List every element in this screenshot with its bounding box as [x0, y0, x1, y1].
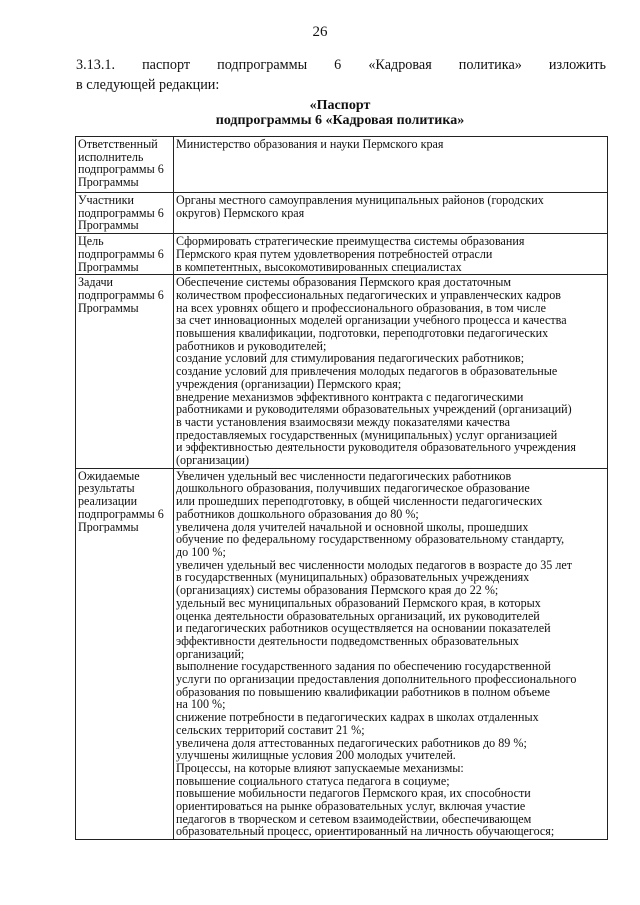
row-label-line: Программы: [78, 520, 139, 534]
row-content-line: увеличен удельный вес численности молодых педагогов в возрасте до 35 лет: [176, 558, 573, 572]
row-content-cell: [174, 137, 608, 193]
table-row: [76, 275, 608, 469]
row-content-line: увеличена доля аттестованных педагогических работников до 89 %;: [176, 736, 527, 750]
row-content-line: и педагогических работников осуществляется на основании показателей: [176, 622, 551, 635]
row-label-line: Задачи: [78, 276, 114, 289]
row-content-line: создание условий для стимулирования педагогических работников;: [176, 352, 525, 366]
table-row: [76, 468, 608, 839]
row-content-line: улучшены жилищные условия 200 молодых учителей.: [176, 749, 456, 762]
row-label-cell: [76, 468, 174, 839]
row-content-line: снижение потребности в педагогических кадрах в школах отдаленных: [176, 711, 539, 724]
row-label-cell: [76, 275, 174, 469]
row-content-line: повышение мобильности педагогов Пермского края, их способности: [176, 787, 531, 801]
row-label-line: реализации: [78, 495, 138, 508]
table-row: [76, 193, 608, 234]
row-content-line: повышения квалификации, подготовки, переподготовки педагогических: [176, 327, 549, 340]
row-content-cell: [174, 234, 608, 275]
page-number: 26: [312, 24, 328, 40]
row-content-line: обучение по федеральному государственному образовательному стандарту,: [176, 533, 565, 546]
table-row: [76, 234, 608, 275]
row-content-line: внедрение механизмов эффективного контракта с педагогическими: [176, 390, 524, 404]
row-content-line: ориентироваться на рынке образовательных услуг, включая участие: [176, 800, 526, 813]
row-content-line: работников и руководителей;: [176, 339, 327, 353]
intro-line-2: в следующей редакции:: [76, 77, 220, 93]
row-content-line: организаций;: [176, 647, 245, 661]
row-content-line: на всех уровнях общего и профессионального образования, в том числе: [176, 301, 546, 315]
row-label-line: результаты: [78, 482, 135, 496]
row-content-line: учреждения (организации) Пермского края;: [176, 377, 402, 391]
row-content-line: округов) Пермского края: [176, 206, 305, 220]
row-label-line: Ответственный: [78, 138, 158, 151]
row-label-line: Участники: [78, 194, 134, 207]
row-content-line: образования по повышению квалификации работников в полном объеме: [176, 685, 550, 699]
row-content-line: оценка деятельности образовательных организаций, их руководителей: [176, 609, 540, 623]
row-label-cell: [76, 137, 174, 193]
title-line-1: «Паспорт: [309, 98, 371, 113]
row-content-line: в компетентных, высокомотивированных специалистах: [176, 260, 462, 274]
row-label-line: подпрограммы 6: [78, 206, 164, 220]
row-content-line: удельный вес муниципальных образований Пермского края, в которых: [176, 596, 541, 610]
row-content-line: или прошедших переподготовку, в общей численности педагогических: [176, 495, 543, 508]
row-label-line: подпрограммы 6: [78, 247, 164, 261]
row-content-line: в государственных (муниципальных) образовательных учреждениях: [176, 571, 530, 585]
row-content-line: увеличена доля учителей начальной и основной школы, прошедших: [176, 520, 529, 534]
row-label-cell: [76, 234, 174, 275]
row-label-line: подпрограммы 6: [78, 288, 164, 302]
row-label-line: Ожидаемые: [78, 469, 140, 483]
row-content-line: в части установления взаимосвязи между показателями качества: [176, 415, 510, 429]
row-content-line: повышение социального статуса педагога в социуме;: [176, 774, 450, 788]
row-content-line: услуги по организации предоставления дополнительного профессионального: [176, 673, 577, 686]
row-content-line: выполнение государственного задания по обеспечению государственной: [176, 660, 551, 674]
row-content-line: Министерство образования и науки Пермского края: [176, 138, 444, 151]
row-label-line: подпрограммы 6: [78, 507, 164, 521]
row-label-line: Программы: [78, 176, 139, 189]
row-content-line: Процессы, на которые влияют запускаемые механизмы:: [176, 761, 464, 775]
passport-table: [75, 136, 608, 840]
row-label-line: Программы: [78, 260, 139, 274]
row-content-line: создание условий для привлечения молодых педагогов в образовательные: [176, 365, 558, 378]
row-content-cell: [174, 193, 608, 234]
row-label-line: Цель: [78, 235, 104, 248]
row-content-line: дошкольного образования, получивших педагогическое образование: [176, 482, 530, 496]
row-content-line: сельских территорий составит 21 %;: [176, 723, 365, 737]
row-label-line: исполнитель: [78, 150, 144, 164]
row-content-line: до 100 %;: [176, 545, 226, 559]
row-content-line: (организации): [176, 454, 249, 467]
row-content-line: на 100 %;: [176, 698, 226, 712]
row-content-line: Органы местного самоуправления муниципальных районов (городских: [176, 194, 544, 207]
row-content-line: Увеличен удельный вес численности педагогических работников: [176, 469, 512, 483]
row-label-line: подпрограммы 6: [78, 163, 164, 177]
row-content-line: (организациях) системы образования Пермского края до 22 %;: [176, 584, 499, 597]
row-content-line: педагогов в творческом и сетевом взаимодействии, обеспечивающем: [176, 812, 532, 826]
row-content-line: Сформировать стратегические преимущества системы образования: [176, 235, 525, 248]
table-row: [76, 137, 608, 193]
row-content-line: эффективности деятельности подведомственных образовательных: [176, 634, 519, 648]
document-title: [0, 98, 640, 128]
row-content-line: предоставляемых государственных (муниципальных) услуг организацией: [176, 428, 558, 442]
row-content-line: Обеспечение системы образования Пермского края достаточным: [176, 276, 512, 289]
row-content-line: образовательный процесс, ориентированный на личность обучающегося;: [176, 825, 555, 839]
row-content-line: работников дошкольного образования до 80 %;: [176, 507, 419, 521]
title-line-2: подпрограммы 6 «Кадровая политика»: [215, 113, 465, 128]
row-label-cell: [76, 193, 174, 234]
intro-line-1: 3.13.1. паспорт подпрограммы 6 «Кадровая политика» изложить: [76, 57, 606, 73]
row-content-line: за счет инновационных моделей организации учебного процесса и качества: [176, 314, 567, 328]
row-content-cell: [174, 275, 608, 469]
row-label-line: Программы: [78, 219, 139, 233]
row-content-line: работниками и руководителями образовательных учреждений (организаций): [176, 403, 572, 416]
row-content-line: Пермского края путем удовлетворения потребностей отрасли: [176, 247, 493, 261]
row-content-line: количеством профессиональных педагогических и управленческих кадров: [176, 288, 561, 302]
row-label-line: Программы: [78, 301, 139, 315]
row-content-line: и эффективностью деятельности руководителя образовательного учреждения: [176, 441, 576, 455]
row-content-cell: [174, 468, 608, 839]
